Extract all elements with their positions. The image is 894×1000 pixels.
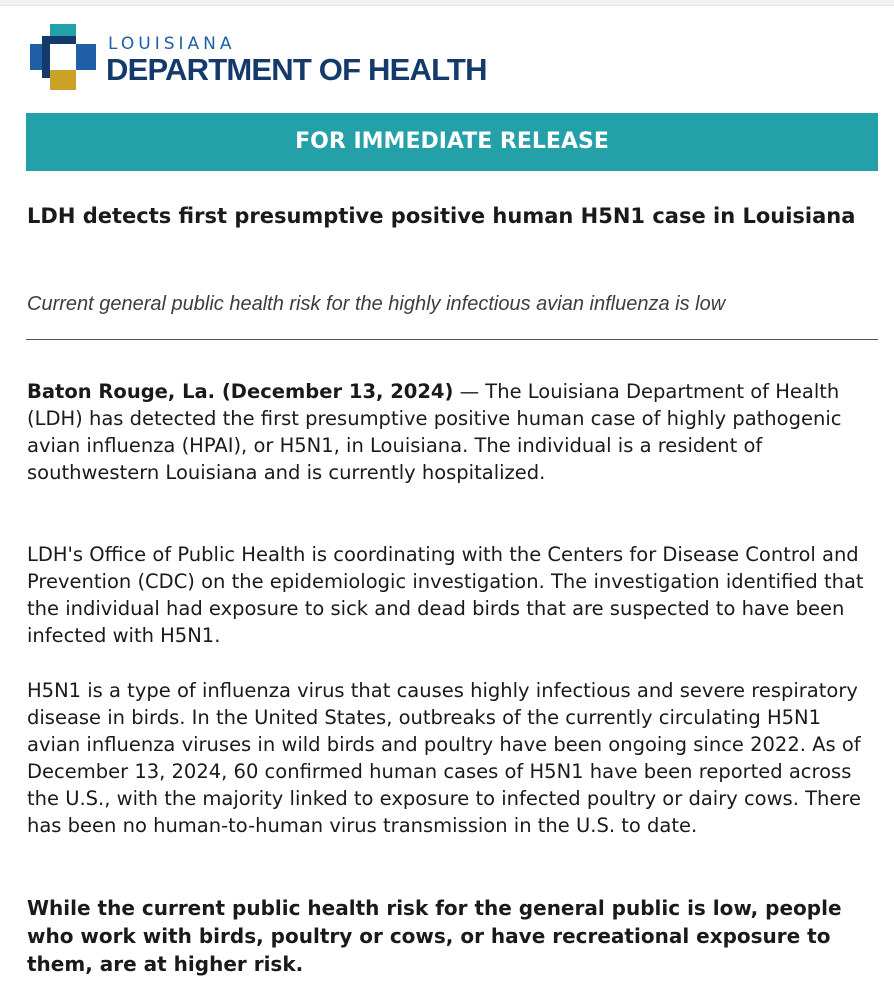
logo-dept-line: DEPARTMENT OF HEALTH — [106, 52, 487, 87]
press-release-headline: LDH detects first presumptive positive human H5N1 case in Louisiana — [27, 204, 856, 228]
body-paragraph-1-text: — The Louisiana Department of Health (LDH) has detected the first presumptive positive human case of highly pathogenic avian influenza (HPAI), or H5N1, in Louisiana. The individual is a resident of southwestern Louisiana and is currently hospitalized. — [27, 380, 842, 484]
press-release-subheadline: Current general public health risk for the highly infectious avian influenza is low — [27, 293, 726, 315]
body-paragraph-1 — [27, 378, 877, 486]
risk-statement: While the current public health risk for the general public is low, people who work with birds, poultry or cows, or have recreational exposure to them, are at higher risk. — [27, 896, 842, 976]
body-paragraph-2: LDH's Office of Public Health is coordinating with the Centers for Disease Control and Prevention (CDC) on the epidemiologic investigation. The investigation identified that the individual had exposure to sick and dead birds that are suspected to have been infected with H5N1. — [27, 543, 864, 647]
section-divider — [26, 339, 878, 340]
body-paragraph-3: H5N1 is a type of influenza virus that causes highly infectious and severe respiratory disease in birds. In the United States, outbreaks of the currently circulating H5N1 avian influenza viruses in wild birds and poultry have been ongoing since 2022. As of December 13, 2024, 60 confirmed human cases of H5N1 have been reported across the U.S., with the majority linked to exposure to infected poultry or dairy cows. There has been no human-to-human virus transmission in the U.S. to date. — [27, 679, 861, 837]
ldh-logo[interactable] — [28, 22, 528, 92]
top-rule — [0, 0, 894, 6]
dateline: Baton Rouge, La. (December 13, 2024) — [27, 380, 454, 403]
release-banner: FOR IMMEDIATE RELEASE — [26, 113, 878, 171]
medical-cross-logo-icon — [28, 22, 98, 92]
logo-org-line: LOUISIANA — [108, 34, 236, 54]
